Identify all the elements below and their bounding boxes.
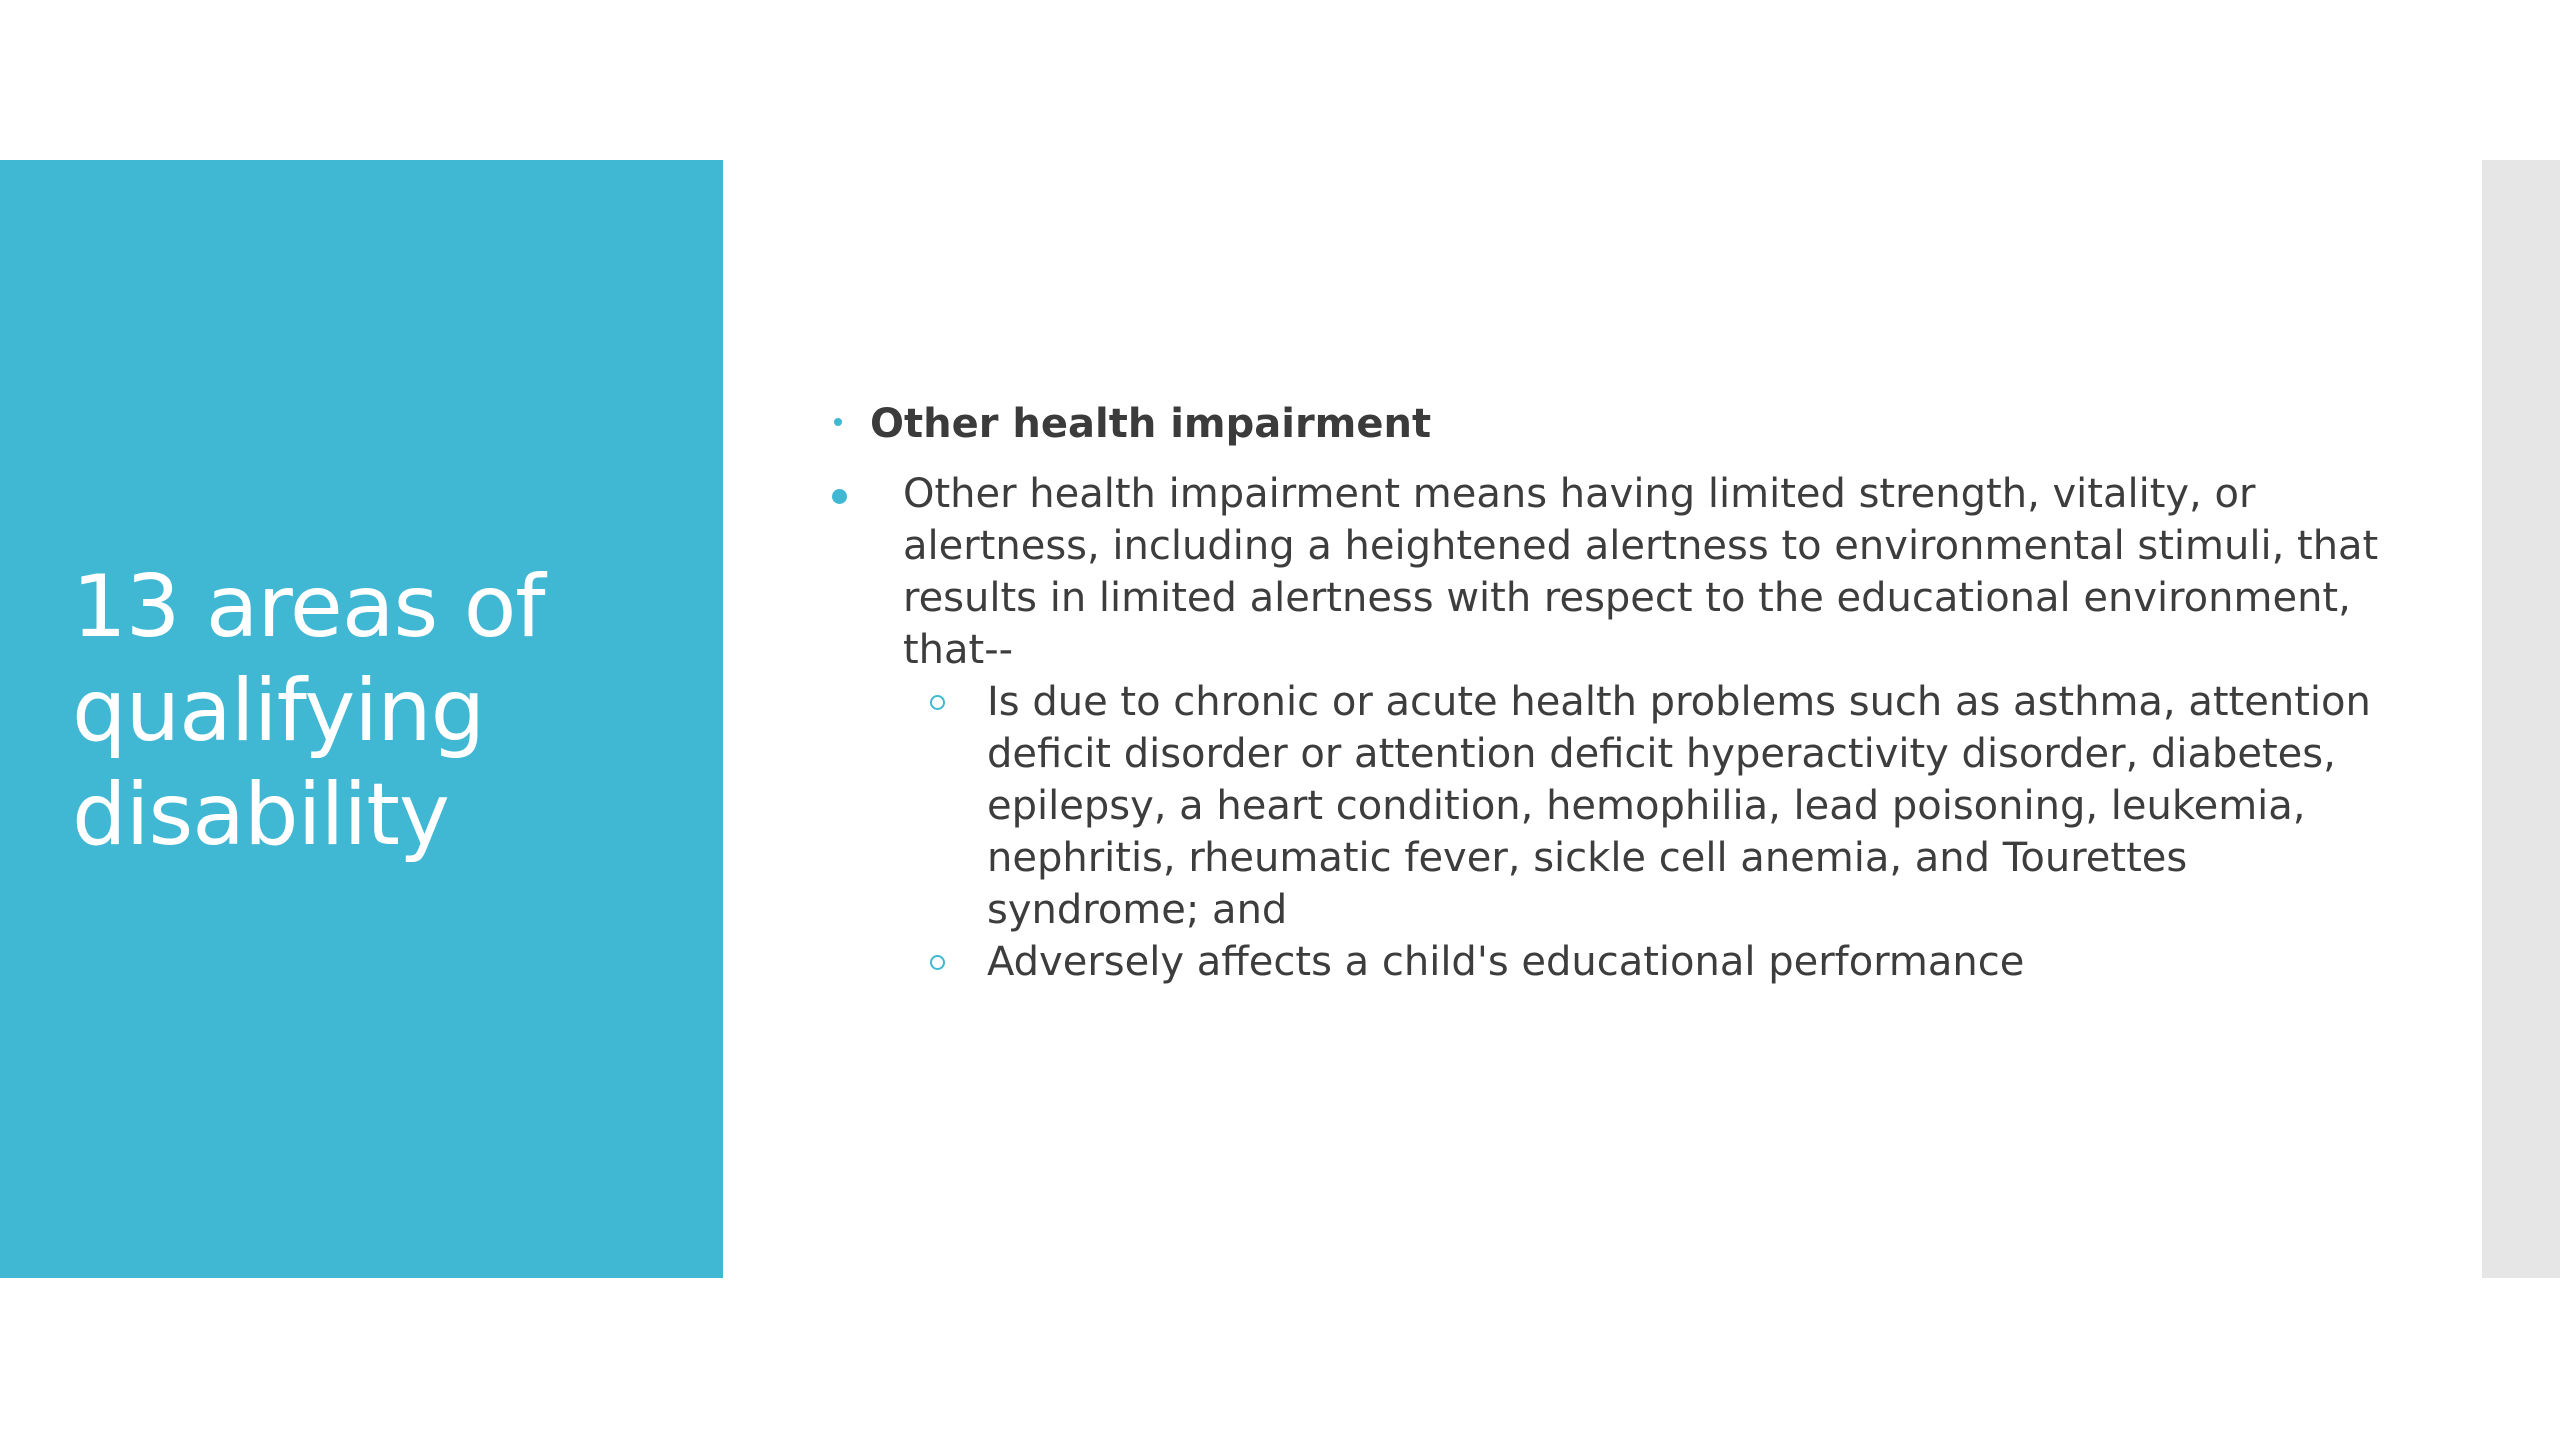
bullet-ring-icon bbox=[930, 695, 945, 710]
heading-item bbox=[820, 380, 2380, 468]
sub-item-list bbox=[820, 676, 2380, 988]
heading-text: Other health impairment bbox=[870, 401, 1432, 447]
slide-content bbox=[820, 380, 2380, 988]
sub-item-text: Adversely affects a child's educational performance bbox=[987, 939, 2025, 985]
right-side-bar bbox=[2482, 160, 2560, 1278]
definition-item bbox=[820, 468, 2380, 676]
bullet-dot-icon bbox=[832, 489, 847, 504]
list-item bbox=[820, 936, 2380, 988]
slide-title: 13 areas of qualifying disability bbox=[72, 557, 545, 865]
bullet-dot-icon bbox=[834, 418, 842, 426]
definition-text: Other health impairment means having limited strength, vitality, or alertness, including a heightened alertness to environmental stimuli, that results in limited alertness with respect to the educational environment, that-- bbox=[903, 471, 2379, 673]
list-item bbox=[820, 676, 2380, 936]
sub-item-text: Is due to chronic or acute health problems such as asthma, attention deficit disorder or attention deficit hyperactivity disorder, diabetes, epilepsy, a heart condition, hemophilia, lead poisoning, leukemia, nephritis, rheumatic fever, sickle cell anemia, and Tourettes syndrome; and bbox=[987, 679, 2371, 933]
bullet-ring-icon bbox=[930, 955, 945, 970]
